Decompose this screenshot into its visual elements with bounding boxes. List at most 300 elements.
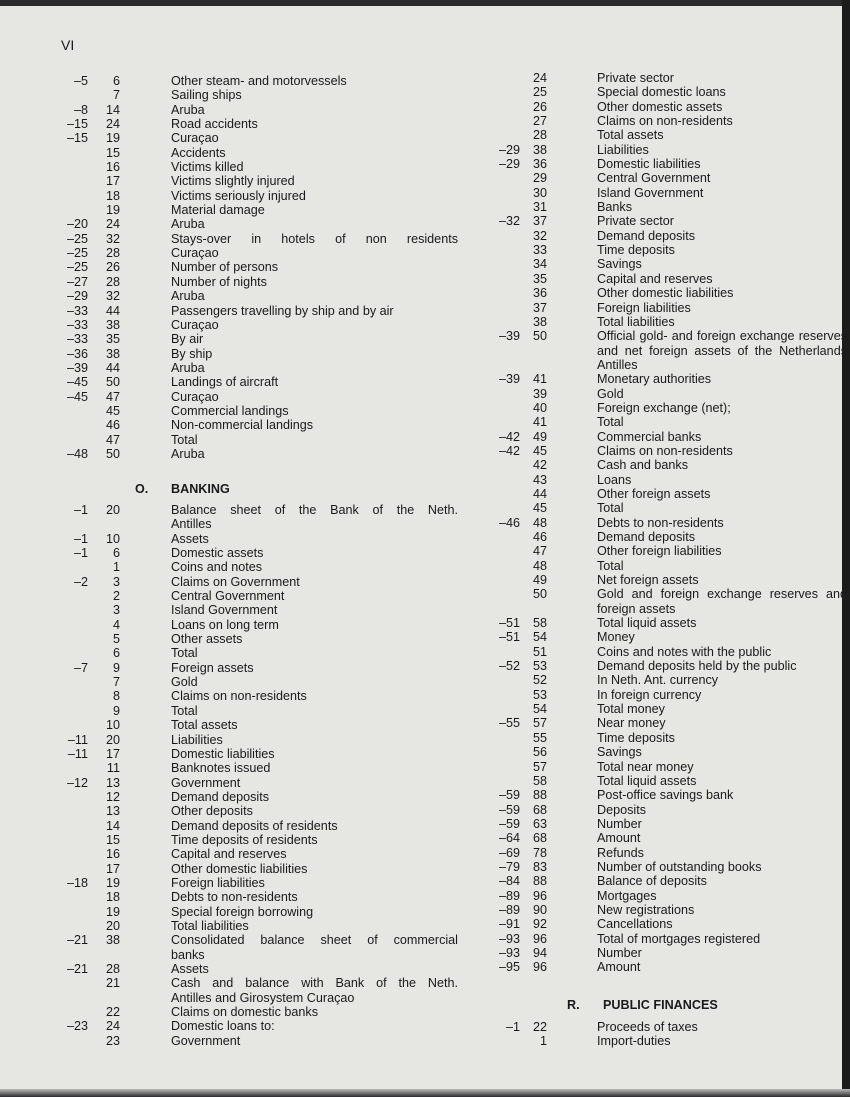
page-number: VI: [61, 37, 75, 53]
table-range-end: 54: [532, 630, 547, 645]
entry-title: Banknotes issued: [171, 761, 271, 776]
table-range-end: 37: [532, 214, 547, 229]
table-range-end: 28: [105, 246, 120, 261]
table-range-start: – 25: [50, 260, 88, 274]
table-range-end: 25: [532, 85, 547, 100]
entry-title: Liabilities: [171, 732, 223, 747]
table-range-end: 47: [105, 389, 120, 404]
table-range-end: 83: [532, 859, 547, 874]
table-range-end: 4: [112, 617, 120, 632]
table-range-end: 52: [532, 673, 547, 688]
entry-title: Demand deposits: [597, 228, 696, 243]
table-range-end: 3: [112, 574, 120, 589]
table-range-end: 50: [105, 446, 120, 461]
table-range-end: 37: [532, 300, 547, 315]
table-range-start: – 39: [470, 329, 520, 343]
table-range-start: – 1: [50, 532, 88, 546]
table-range-end: 78: [532, 845, 547, 860]
table-range-end: 36: [532, 286, 547, 301]
table-range-end: 3: [112, 603, 120, 618]
table-range-end: 18: [105, 188, 120, 203]
table-range-end: 68: [532, 831, 547, 846]
table-range-end: 43: [532, 472, 547, 487]
table-range-start: – 89: [470, 903, 520, 917]
entry-title: Total: [597, 558, 624, 573]
table-range-end: 92: [532, 917, 547, 932]
entry-title-continuation: banks: [171, 947, 205, 962]
entry-title: Claims on non-residents: [171, 689, 307, 704]
entry-title: Material damage: [171, 203, 265, 218]
entry-title: Other steam- and motorvessels: [171, 74, 347, 88]
table-range-end: 94: [532, 945, 547, 960]
entry-title: Domestic loans to:: [171, 1019, 275, 1034]
table-range-end: 9: [112, 703, 120, 718]
entry-title: Demand deposits of residents: [171, 818, 338, 833]
table-range-end: 51: [532, 644, 547, 659]
table-range-end: 53: [532, 659, 547, 674]
entry-title: Total near money: [597, 759, 694, 774]
entry-title: Monetary authorities: [597, 372, 712, 387]
entry-title: Total of mortgages registered: [597, 931, 761, 946]
entry-title: Road accidents: [171, 117, 258, 132]
table-range-end: 15: [105, 832, 120, 847]
entry-title: Assets: [171, 962, 209, 976]
entry-title: In foreign currency: [597, 687, 702, 702]
entry-title: Balance of deposits: [597, 874, 707, 889]
table-range-start: – 23: [50, 1019, 88, 1033]
entry-title: Accidents: [171, 145, 226, 160]
table-range-start: – 25: [50, 232, 88, 246]
entry-title: Loans on long term: [171, 617, 279, 632]
table-range-end: 22: [532, 1020, 547, 1034]
entry-title: Total assets: [597, 128, 664, 143]
entry-title: Cancellations: [597, 917, 673, 932]
entry-title: Special domestic loans: [597, 85, 726, 100]
section-heading-banking: [135, 482, 335, 497]
entry-title: Time deposits: [597, 730, 675, 745]
entry-title: In Neth. Ant. currency: [597, 673, 719, 688]
entry-title: Number of outstanding books: [597, 859, 762, 874]
table-range-end: 20: [105, 918, 120, 933]
table-range-end: 44: [105, 360, 120, 375]
table-range-end: 46: [105, 418, 120, 433]
table-range-start: – 7: [50, 661, 88, 675]
table-range-start: – 59: [470, 788, 520, 802]
table-range-start: – 42: [470, 430, 520, 444]
entry-title: Other foreign liabilities: [597, 544, 722, 559]
table-range-start: – 93: [470, 932, 520, 946]
entry-title: Import-duties: [597, 1034, 671, 1049]
entry-title: Refunds: [597, 845, 644, 860]
entry-title: Amount: [597, 960, 641, 975]
entry-title: Number of persons: [171, 260, 279, 275]
table-range-start: – 45: [50, 375, 88, 389]
table-range-start: – 33: [50, 332, 88, 346]
table-range-end: 1: [539, 1034, 547, 1049]
table-range-end: 47: [105, 432, 120, 447]
entry-title: By ship: [171, 346, 213, 361]
entry-title: Non-commercial landings: [171, 418, 314, 433]
entry-title-continuation: foreign assets: [597, 601, 676, 616]
table-range-end: 2: [112, 589, 120, 604]
entry-title: Total: [171, 646, 198, 661]
table-range-end: 45: [532, 443, 547, 458]
table-range-start: – 59: [470, 817, 520, 831]
entry-title: Special foreign borrowing: [171, 904, 314, 919]
entry-title: Sailing ships: [171, 88, 242, 103]
entry-title: Domestic liabilities: [171, 746, 275, 761]
entry-title: Passengers travelling by ship and by air: [171, 303, 394, 318]
table-range-end: 14: [105, 818, 120, 833]
table-range-end: 96: [532, 960, 547, 975]
entry-title: Coins and notes: [171, 560, 263, 575]
table-range-end: 6: [112, 74, 120, 88]
table-range-end: 50: [532, 587, 547, 602]
entry-title: Claims on Government: [171, 574, 300, 589]
table-range-start: – 52: [470, 659, 520, 673]
table-range-start: – 39: [50, 361, 88, 375]
entry-title: Consolidated balance sheet of commercial: [171, 933, 458, 948]
table-range-end: 34: [532, 257, 547, 272]
table-range-start: – 20: [50, 217, 88, 231]
entry-title: Curaçao: [171, 389, 219, 404]
table-range-end: 16: [105, 160, 120, 175]
table-range-end: 45: [105, 403, 120, 418]
entry-title: Private sector: [597, 71, 674, 85]
entry-title: Cash and banks: [597, 458, 689, 473]
entry-title: Total: [171, 703, 198, 718]
table-range-end: 55: [532, 730, 547, 745]
entry-title: Debts to non-residents: [171, 890, 298, 905]
entry-title: Deposits: [597, 802, 646, 817]
table-range-end: 26: [532, 99, 547, 114]
entry-title: Demand deposits: [171, 789, 270, 804]
entry-title-continuation: and net foreign assets of the Netherlands: [597, 343, 847, 358]
entry-title: Aruba: [171, 217, 205, 232]
entry-title: Time deposits of residents: [171, 832, 318, 847]
table-range-end: 24: [105, 117, 120, 132]
entry-title: Government: [171, 1033, 241, 1048]
table-range-start: – 15: [50, 131, 88, 145]
entry-title: Total liquid assets: [597, 773, 697, 788]
table-range-end: 32: [105, 289, 120, 304]
table-range-start: – 29: [470, 143, 520, 157]
table-range-end: 20: [105, 503, 120, 517]
table-range-start: – 21: [50, 962, 88, 976]
entry-title: Capital and reserves: [171, 847, 287, 862]
entry-title: Government: [171, 775, 241, 790]
entry-title: Aruba: [171, 289, 205, 304]
entry-title: Other domestic assets: [597, 99, 723, 114]
entry-title: Total: [597, 415, 624, 430]
table-range-end: 27: [532, 114, 547, 129]
entry-title: Total money: [597, 702, 665, 717]
table-range-start: – 69: [470, 846, 520, 860]
table-range-end: 88: [532, 788, 547, 803]
entry-title: Number: [597, 945, 642, 960]
table-range-start: – 51: [470, 616, 520, 630]
entry-title: Other deposits: [171, 804, 253, 819]
table-range-end: 96: [532, 888, 547, 903]
entry-title: Total liabilities: [171, 918, 249, 933]
table-range-start: – 1: [50, 546, 88, 560]
entry-title: Debts to non-residents: [597, 515, 724, 530]
table-range-end: 18: [105, 890, 120, 905]
table-range-end: 17: [105, 861, 120, 876]
table-range-end: 38: [532, 314, 547, 329]
table-range-end: 6: [112, 546, 120, 561]
table-range-end: 57: [532, 716, 547, 731]
entry-title: Demand deposits held by the public: [597, 659, 797, 674]
entry-title: Gold: [597, 386, 624, 401]
table-range-start: – 1: [470, 1020, 520, 1034]
section-title: PUBLIC FINANCES: [603, 998, 718, 1012]
entry-title: Other domestic liabilities: [171, 861, 308, 876]
table-range-end: 53: [532, 687, 547, 702]
entry-title: Time deposits: [597, 243, 675, 258]
entry-title: Liabilities: [597, 142, 649, 157]
table-range-start: – 1: [50, 503, 88, 517]
table-range-end: 9: [112, 660, 120, 675]
table-range-start: – 33: [50, 318, 88, 332]
section-letter: O.: [135, 482, 149, 496]
entry-title: Victims killed: [171, 160, 244, 175]
table-range-start: – 42: [470, 444, 520, 458]
table-range-end: 28: [532, 128, 547, 143]
table-range-end: 68: [532, 802, 547, 817]
table-range-start: – 39: [470, 372, 520, 386]
table-range-start: – 89: [470, 889, 520, 903]
entry-title: New registrations: [597, 902, 695, 917]
table-range-end: 32: [532, 228, 547, 243]
table-range-end: 16: [105, 847, 120, 862]
table-range-end: 6: [112, 646, 120, 661]
entry-title-continuation: Antilles and Girosystem Curaçao: [171, 990, 355, 1005]
entry-title: Curaçao: [171, 317, 219, 332]
table-range-end: 35: [105, 332, 120, 347]
entry-title: Domestic liabilities: [597, 157, 701, 172]
table-range-end: 28: [105, 962, 120, 976]
table-range-end: 47: [532, 544, 547, 559]
entry-title: Total liquid assets: [597, 616, 697, 631]
table-range-start: – 11: [50, 747, 88, 761]
entry-title: Domestic assets: [171, 546, 264, 561]
entry-title: Savings: [597, 257, 642, 272]
entry-title: Coins and notes with the public: [597, 644, 772, 659]
table-range-end: 46: [532, 530, 547, 544]
entry-title: Total assets: [171, 718, 238, 733]
entry-title: Cash and balance with Bank of the Neth.: [171, 976, 458, 991]
entry-title: Victims slightly injured: [171, 174, 295, 189]
entry-title: Near money: [597, 716, 666, 731]
entry-title: Capital and reserves: [597, 271, 713, 286]
table-range-end: 63: [532, 816, 547, 831]
table-range-end: 5: [112, 632, 120, 647]
table-range-end: 13: [105, 804, 120, 819]
table-range-end: 15: [105, 145, 120, 160]
entry-title: Aruba: [171, 446, 205, 461]
entry-title: Savings: [597, 745, 642, 760]
table-range-end: 22: [105, 1005, 120, 1020]
table-range-end: 42: [532, 458, 547, 473]
entry-title: Total: [597, 501, 624, 516]
entry-title: Aruba: [171, 102, 205, 117]
table-range-end: 39: [532, 386, 547, 401]
table-range-end: 96: [532, 931, 547, 946]
entry-title: Private sector: [597, 214, 674, 229]
table-range-end: 35: [532, 271, 547, 286]
table-range-end: 19: [105, 904, 120, 919]
table-range-start: – 79: [470, 860, 520, 874]
entry-title: Amount: [597, 831, 641, 846]
table-range-start: – 15: [50, 117, 88, 131]
entry-title: Victims seriously injured: [171, 188, 306, 203]
table-range-end: 58: [532, 773, 547, 788]
entry-title: Curaçao: [171, 131, 219, 146]
table-range-end: 24: [105, 1019, 120, 1034]
table-range-end: 38: [105, 346, 120, 361]
entry-title: Number: [597, 816, 642, 831]
table-range-end: 56: [532, 745, 547, 760]
table-range-end: 17: [105, 174, 120, 189]
page-top-edge: [0, 0, 850, 6]
table-range-end: 38: [105, 933, 120, 948]
table-range-end: 29: [532, 171, 547, 186]
table-range-end: 90: [532, 902, 547, 917]
table-range-end: 7: [112, 675, 120, 690]
section-heading-public-finances: [567, 998, 787, 1013]
table-range-start: – 8: [50, 103, 88, 117]
table-range-end: 50: [532, 329, 547, 344]
entry-title: Net foreign assets: [597, 573, 699, 588]
table-range-end: 10: [105, 531, 120, 546]
table-range-end: 41: [532, 372, 547, 387]
table-range-start: – 18: [50, 876, 88, 890]
entry-title: Total liabilities: [597, 314, 675, 329]
table-range-start: – 32: [470, 214, 520, 228]
table-range-start: – 12: [50, 776, 88, 790]
table-range-end: 38: [532, 142, 547, 157]
table-range-end: 54: [532, 702, 547, 717]
table-range-end: 31: [532, 200, 547, 215]
table-range-start: – 59: [470, 803, 520, 817]
table-range-end: 48: [532, 515, 547, 530]
table-range-end: 49: [532, 573, 547, 588]
entry-title: By air: [171, 332, 204, 347]
table-range-start: – 48: [50, 447, 88, 461]
entry-title: Balance sheet of the Bank of the Neth.: [171, 503, 458, 517]
table-range-start: – 51: [470, 630, 520, 644]
table-range-end: 33: [532, 243, 547, 258]
table-range-end: 57: [532, 759, 547, 774]
table-range-end: 11: [106, 761, 120, 776]
table-range-start: – 91: [470, 917, 520, 931]
table-range-end: 19: [105, 875, 120, 890]
entry-title: Island Government: [597, 185, 704, 200]
table-range-start: – 84: [470, 874, 520, 888]
entry-title: Commercial landings: [171, 403, 289, 418]
table-range-start: – 93: [470, 946, 520, 960]
table-range-end: 17: [105, 746, 120, 761]
table-range-end: 48: [532, 558, 547, 573]
table-range-end: 38: [105, 317, 120, 332]
entry-title: Claims on domestic banks: [171, 1005, 318, 1020]
entry-title: Central Government: [171, 589, 285, 604]
table-range-end: 21: [105, 976, 120, 991]
table-range-end: 7: [112, 88, 120, 103]
table-range-start: – 95: [470, 960, 520, 974]
entry-title: Claims on non-residents: [597, 443, 733, 458]
table-range-end: 41: [532, 415, 547, 430]
entry-title: Post-office savings bank: [597, 788, 734, 803]
table-range-end: 24: [105, 217, 120, 232]
entry-title: Number of nights: [171, 274, 267, 289]
entry-title-continuation: Antilles: [171, 517, 212, 532]
section-title: BANKING: [171, 482, 230, 496]
entry-title: Loans: [597, 472, 632, 487]
table-range-end: 19: [105, 203, 120, 218]
table-range-end: 49: [532, 429, 547, 444]
table-range-start: – 33: [50, 304, 88, 318]
entry-title: Money: [597, 630, 635, 645]
table-range-start: – 45: [50, 390, 88, 404]
table-range-end: 30: [532, 185, 547, 200]
entry-title: Foreign assets: [171, 660, 254, 675]
entry-title: Gold: [171, 675, 198, 690]
table-range-start: – 2: [50, 575, 88, 589]
entry-title: Banks: [597, 200, 633, 215]
table-range-start: – 25: [50, 246, 88, 260]
table-range-end: 10: [105, 718, 120, 733]
entry-title: Claims on non-residents: [597, 114, 733, 129]
section-letter: R.: [567, 998, 580, 1012]
table-range-end: 40: [532, 400, 547, 415]
entry-title: Other foreign assets: [597, 486, 711, 501]
table-range-end: 14: [105, 102, 120, 117]
table-range-end: 28: [105, 274, 120, 289]
table-range-start: – 11: [50, 733, 88, 747]
table-range-end: 8: [112, 689, 120, 704]
table-range-start: – 36: [50, 347, 88, 361]
entry-title: Aruba: [171, 360, 205, 375]
entry-title: Gold and foreign exchange reserves and: [597, 587, 847, 602]
entry-title: Central Government: [597, 171, 711, 186]
entry-title: Other assets: [171, 632, 243, 647]
entry-title: Other domestic liabilities: [597, 286, 734, 301]
page-bottom-edge: [0, 1089, 850, 1097]
table-range-end: 26: [105, 260, 120, 275]
entry-title: Total: [171, 432, 198, 447]
table-range-start: – 27: [50, 275, 88, 289]
table-range-end: 23: [105, 1033, 120, 1048]
table-range-end: 44: [105, 303, 120, 318]
table-range-end: 50: [105, 375, 120, 390]
entry-title-continuation: Antilles: [597, 357, 638, 372]
entry-title: Curaçao: [171, 246, 219, 261]
table-range-end: 36: [532, 157, 547, 172]
table-range-end: 32: [105, 231, 120, 246]
entry-title: Foreign liabilities: [171, 875, 265, 890]
table-range-end: 1: [112, 560, 120, 575]
table-range-end: 19: [105, 131, 120, 146]
table-range-end: 88: [532, 874, 547, 889]
entry-title: Mortgages: [597, 888, 657, 903]
entry-title: Official gold- and foreign exchange reserves: [597, 329, 847, 344]
table-range-end: 58: [532, 616, 547, 631]
table-range-start: – 5: [50, 74, 88, 88]
table-range-start: – 64: [470, 831, 520, 845]
table-range-end: 20: [105, 732, 120, 747]
